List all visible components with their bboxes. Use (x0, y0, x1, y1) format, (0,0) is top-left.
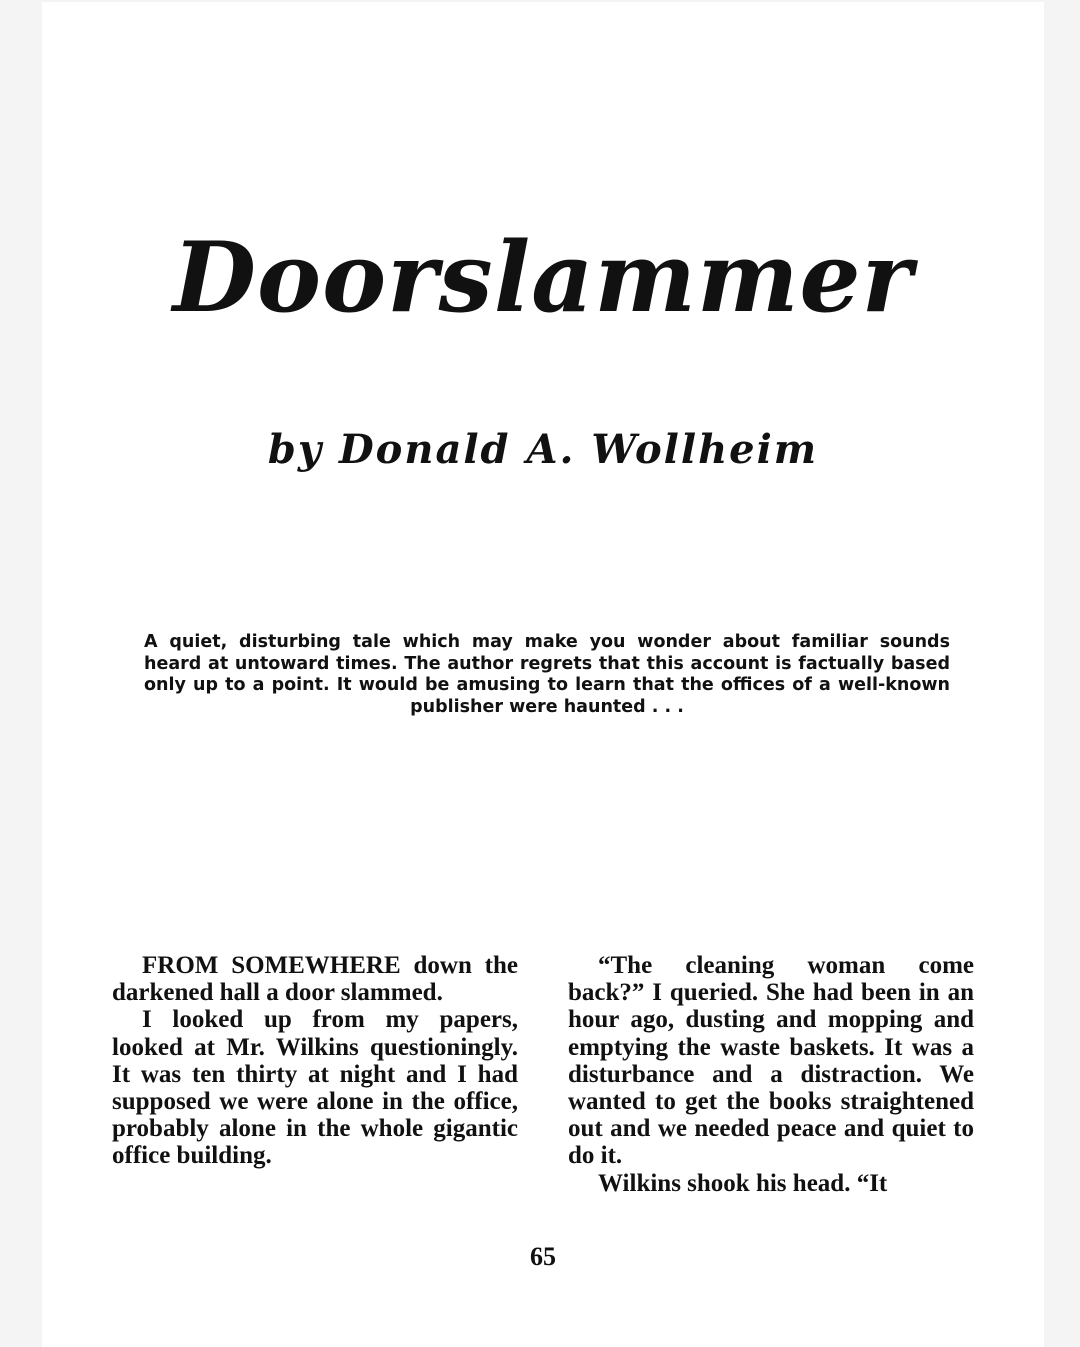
story-title: Doorslammer (172, 221, 914, 334)
text-column-right (568, 952, 974, 1197)
paragraph-2: I looked up from my papers, looked at Mr. Wilkins questioningly. It was ten thirty at night and I had supposed we were alone in the office, probably alone in the whole gigantic office building. (112, 1006, 518, 1170)
paragraph-1: FROM SOMEWHERE down the darkened hall a door slammed. (112, 952, 518, 1007)
story-blurb: A quiet, disturbing tale which may make you wonder about familiar sounds heard at untoward times. The author regrets that this account is factually based only up to a point. It would be amusing to learn that the offices of a well-known publisher were haunted . . . (144, 632, 950, 717)
page-number: 65 (530, 1242, 556, 1271)
text-column-left (112, 952, 518, 1170)
paragraph-3: “The cleaning woman come back?” I queried. She had been in an hour ago, dusting and mopping and emptying the waste baskets. It was a disturbance and a distraction. We wanted to get the books straightened out and we needed peace and quiet to do it. (568, 952, 974, 1170)
author-byline: by Donald A. Wollheim (267, 426, 819, 473)
magazine-page (42, 2, 1044, 1347)
paragraph-4: Wilkins shook his head. “It (598, 1169, 888, 1197)
